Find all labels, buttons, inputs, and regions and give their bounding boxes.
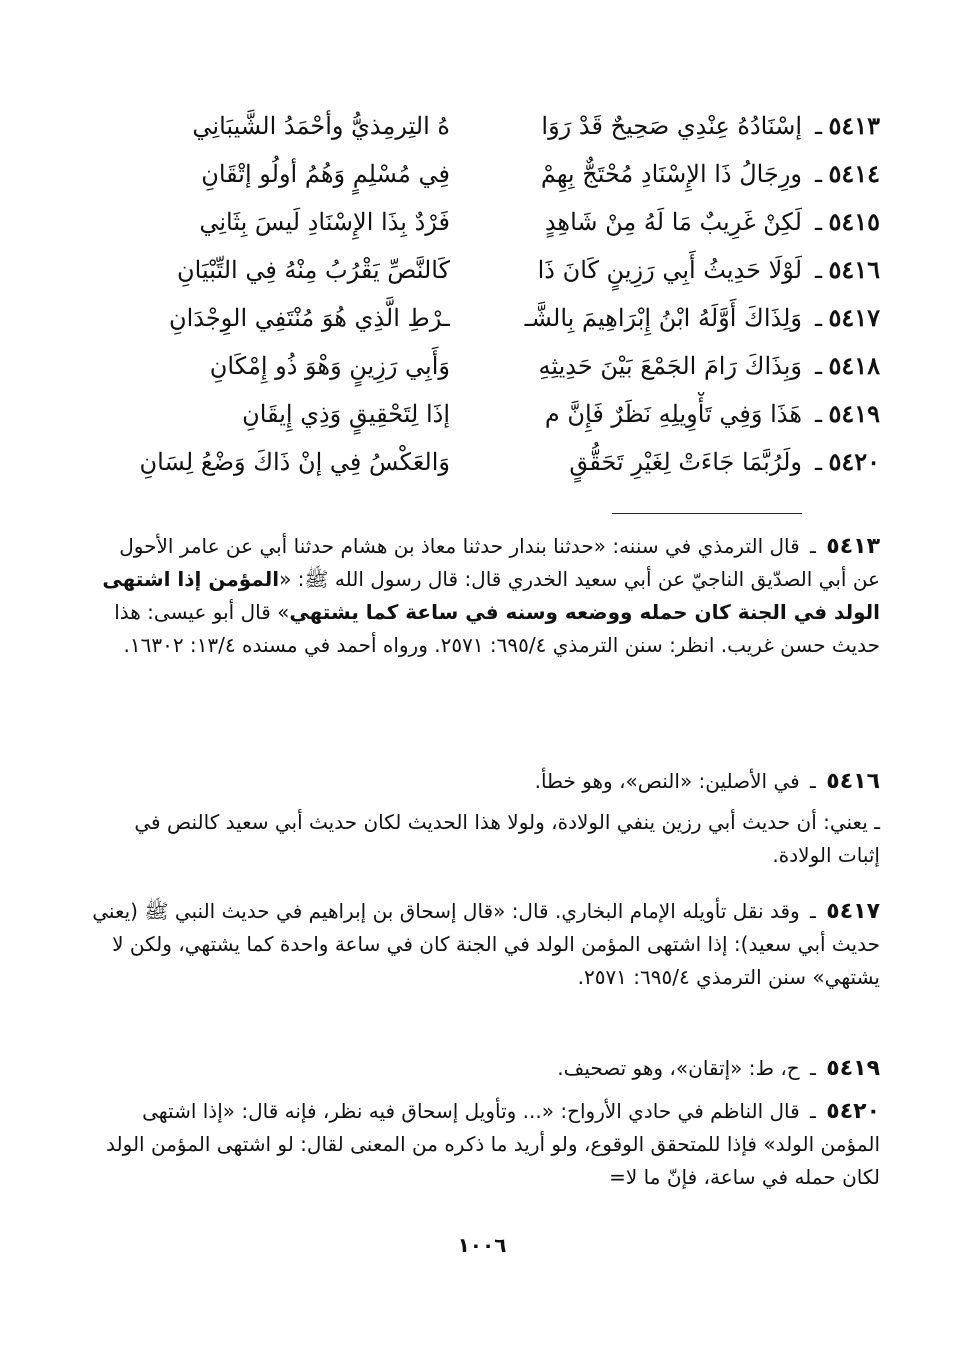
verse-second-hemistich: وَأَبِي رَزِينٍ وَهْوَ ذُو إِمْكَانِ [209, 352, 450, 380]
verse-first-hemistich: إسْنَادُهُ عِنْدِي صَحِيحٌ قَدْ رَوَا [541, 112, 802, 140]
footnote-5420: ٥٤٢٠ ـ قال الناظم في حادي الأرواح: «... وتأويل إسحاق فيه نظر، فإنه قال: «إذا اشتهى المؤمن الولد» فإذا للمتحقق الوقوع، ولو أريد ما ذكره من المعنى لقال: لو اشتهى المؤمن الولد لكان حمله في ساعة، فإنّ ما لا= [106, 1099, 880, 1189]
verse-first-hemistich: ولَرُبَّمَا جَاءَتْ لِغَيْرِ تَحَقُّقٍ [569, 448, 802, 476]
verse-second-hemistich: كَالنَّصِّ يَقْرُبُ مِنْهُ فِي التِّبْيَانِ [177, 256, 450, 284]
verse-first-hemistich: ورِجَالُ ذَا الإِسْنَادِ مُحْتَجٌّ بِهِمْ [540, 160, 802, 188]
footnote-text: في الأصلين: «النص»، وهو خطأ. [534, 769, 800, 793]
footnote-number: ٥٤١٣ [826, 534, 880, 559]
verse-number: ٥٤١٨ [828, 351, 880, 380]
footnote-number: ٥٤١٩ [826, 1056, 880, 1081]
verse-dash: ـ [814, 304, 822, 332]
verse-row [80, 440, 880, 484]
verse-number: ٥٤١٤ [828, 159, 880, 188]
verse-row [80, 200, 880, 244]
footnote-text: ح، ط: «إتقان»، وهو تصحيف. [557, 1056, 800, 1080]
footnote-5416: ٥٤١٦ ـ في الأصلين: «النص»، وهو خطأ. ـ يعني: أن حديث أبي رزين ينفي الولادة، ولولا هذا الحديث لكان حديث أبي سعيد كالنص في إثبات الولادة. [88, 765, 880, 872]
verse-row [80, 296, 880, 340]
verse-number: ٥٤١٣ [828, 111, 880, 140]
verse-dash: ـ [814, 400, 822, 428]
verse-second-hemistich: فَرْدٌ بِذَا الإِسْنَادِ لَيسَ بِثَانِي [199, 208, 450, 236]
verse-number: ٥٤١٩ [828, 399, 880, 428]
footnote-5413: ٥٤١٣ ـ قال الترمذي في سننه: «حدثنا بندار حدثنا معاذ بن هشام حدثنا أبي عن عامر الأحول عن أبي الصدّيق الناجيّ عن أبي سعيد الخدري قال: قال رسول الله ﷺ: «المؤمن إذا اشتهى الولد في الجنة كان حمله ووضعه وسنه في ساعة كما يشتهي» قال أبو عيسى: هذا حديث حسن غريب. انظر: سنن الترمذي ٦٩٥/٤: ٢٥٧١. ورواه أحمد في مسنده ١٣/٤: ١٦٣٠٢. [102, 534, 880, 657]
verse-first-hemistich: لَكِنْ غَرِيبٌ مَا لَهُ مِنْ شَاهِدٍ [544, 208, 802, 236]
footnote-divider [612, 513, 802, 514]
verse-dash: ـ [814, 112, 822, 140]
verse-second-hemistich: ـرْطِ الَّذِي هُوَ مُنْتَفِي الوِجْدَانِ [169, 304, 450, 332]
verse-row [80, 152, 880, 196]
verse-dash: ـ [814, 352, 822, 380]
verse-second-hemistich: فِي مُسْلِمٍ وَهُمُ أولُو إتْقَانِ [201, 160, 450, 188]
verse-row [80, 392, 880, 436]
footnote-text: ـ يعني: أن حديث أبي رزين ينفي الولادة، ولولا هذا الحديث لكان حديث أبي سعيد كالنص في إثبات الولادة. [134, 810, 880, 867]
verse-dash: ـ [814, 160, 822, 188]
verse-number: ٥٤١٥ [828, 207, 880, 236]
verse-second-hemistich: وَالعَكْسُ فِي إنْ ذَاكَ وَضْعُ لِسَانِ [139, 448, 450, 476]
footnote-text: قال الناظم في حادي الأرواح: «... وتأويل إسحاق فيه نظر، فإنه قال: «إذا اشتهى المؤمن الولد» فإذا للمتحقق الوقوع، ولو أريد ما ذكره من المعنى لقال: لو اشتهى المؤمن الولد لكان حمله في ساعة، فإنّ ما لا= [106, 1099, 880, 1189]
footnote-text: وقد نقل تأويله الإمام البخاري. قال: «قال إسحاق بن إبراهيم في حديث النبي ﷺ (يعني حديث أبي سعيد): إذا اشتهى المؤمن الولد في الجنة كان في ساعة واحدة كما يشتهي، ولكن لا يشتهي» سنن الترمذي ٦٩٥/٤: ٢٥٧١. [92, 899, 880, 989]
verse-number: ٥٤٢٠ [828, 447, 880, 476]
footnote-5417: ٥٤١٧ ـ وقد نقل تأويله الإمام البخاري. قال: «قال إسحاق بن إبراهيم في حديث النبي ﷺ (يعني حديث أبي سعيد): إذا اشتهى المؤمن الولد في الجنة كان في ساعة واحدة كما يشتهي، ولكن لا يشتهي» سنن الترمذي ٦٩٥/٤: ٢٥٧١. [92, 899, 880, 989]
verse-dash: ـ [814, 448, 822, 476]
verse-row [80, 104, 880, 148]
footnote-number: ٥٤٢٠ [826, 1099, 880, 1124]
footnote-number: ٥٤١٧ [826, 899, 880, 924]
page-number: ١٠٠٦ [457, 1233, 507, 1257]
verse-second-hemistich: هُ التِرمِذيُّ وأحْمَدُ الشَّيبَانِي [192, 112, 450, 140]
footnote-text: » قال أبو عيسى: هذا حديث حسن غريب. انظر: سنن الترمذي ٦٩٥/٤: ٢٥٧١. ورواه أحمد في مسنده ١٣/٤: ١٦٣٠٢. [114, 600, 880, 657]
verse-number: ٥٤١٧ [828, 303, 880, 332]
footnote-5419: ٥٤١٩ ـ ح، ط: «إتقان»، وهو تصحيف. [557, 1056, 880, 1081]
verse-second-hemistich: إذَا لِتَحْقِيقٍ وَذِي إِيقَانِ [242, 400, 450, 428]
verse-number: ٥٤١٦ [828, 255, 880, 284]
verse-first-hemistich: هَذَا وَفِي تَأْوِيلِهِ نَظَرٌ فَإِنَّ م [544, 400, 802, 428]
verse-row [80, 344, 880, 388]
verse-first-hemistich: لَوْلَا حَدِيثُ أَبِي رَزِينٍ كَانَ ذَا [537, 256, 802, 284]
verse-first-hemistich: وَبِذَاكَ رَامَ الجَمْعَ بَيْنَ حَدِيثِهِ [538, 352, 802, 380]
verse-dash: ـ [814, 256, 822, 284]
footnote-text: قال الترمذي في سننه: «حدثنا بندار حدثنا معاذ بن هشام حدثنا أبي عن عامر الأحول عن أبي الصدّيق الناجيّ عن أبي سعيد الخدري قال: قال رسول الله ﷺ: « [119, 534, 880, 591]
verse-row [80, 248, 880, 292]
hadith-text: المؤمن إذا اشتهى الولد في الجنة كان حمله ووضعه وسنه في ساعة كما يشتهي [102, 567, 880, 624]
footnote-number: ٥٤١٦ [826, 769, 880, 794]
verse-first-hemistich: وَلِذَاكَ أَوَّلَهُ ابْنُ إِبْرَاهِيمَ بِالشَّـ [524, 304, 802, 332]
verse-dash: ـ [814, 208, 822, 236]
